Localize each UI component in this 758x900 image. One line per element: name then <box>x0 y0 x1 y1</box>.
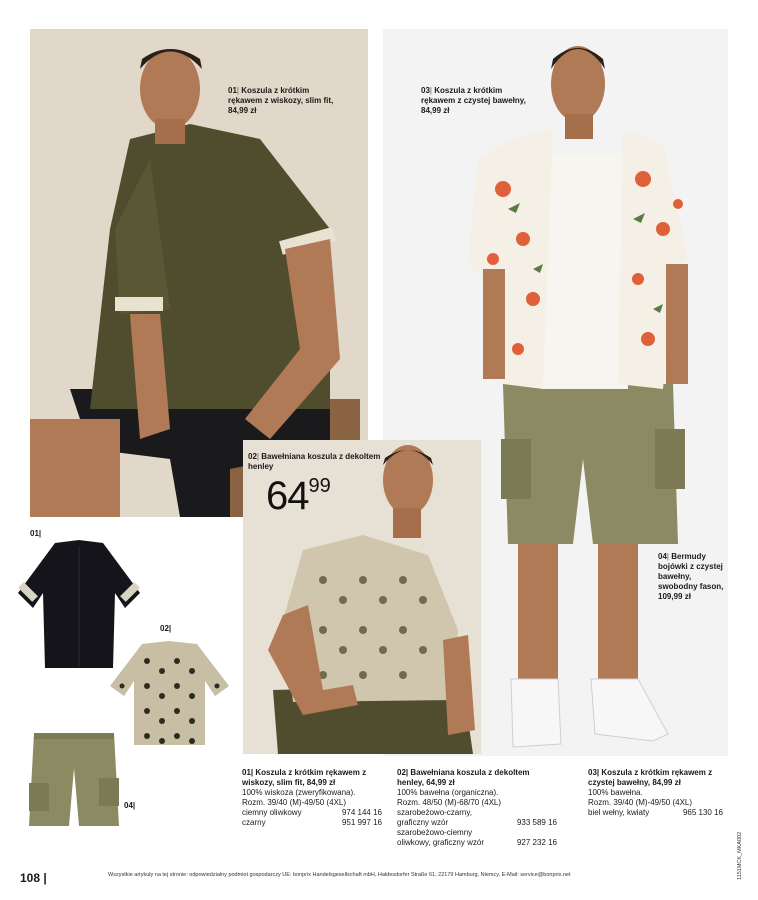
variant-code: 974 144 16 <box>341 808 382 817</box>
caption-01: 01| Koszula z krótkim rękawem z wiskozy, slim fit, 84,99 zł <box>228 86 334 115</box>
description-01-material: 100% wiskoza (zweryfikowana). <box>242 788 356 797</box>
caption-01-text: Koszula z krótkim rękawem z wiskozy, slim fit, 84,99 zł <box>228 86 334 115</box>
description-01-sizes: Rozm. 39/40 (M)-49/50 (4XL) <box>242 798 347 807</box>
variant-row <box>397 828 557 848</box>
product-henley-shirt <box>107 641 232 745</box>
caption-04-text: Bermudy bojówki z czystej bawełny, swobodny fason, 109,99 zł <box>658 552 724 601</box>
big-price-decimal: 99 <box>308 475 331 497</box>
product-label-01: 01| <box>30 529 42 538</box>
caption-02-num: 02 <box>248 452 257 461</box>
caption-03: 03| Koszula z krótkim rękawem z czystej bawełny, 84,99 zł <box>421 86 526 115</box>
legal-notice: Wszystkie artykuły na tej stronie: odpowiedzialny podmiot gospodarczy UE: bonprix Handelsgesellschaft mbH, Haldesdorfer Straße 61, 22179 Hamburg, Niemcy, E-Mail: service@bonprix.net <box>108 872 571 878</box>
description-01-num: 01 <box>242 768 251 777</box>
variant-row <box>588 808 723 818</box>
description-03-sizes: Rozm. 39/40 (M)-49/50 (4XL) <box>588 798 693 807</box>
description-02: 02| Bawełniana koszula z dekoltem henley, 64,99 zł 100% bawełna (organiczna). Rozm. 48/50 (M)-68/70 (4XL) szarobeżowo-czarny, graficzny wzór 933 589 16 szarobeżowo-ciemny oliwkowy, graficzny wzór 927 232 16 <box>397 768 557 847</box>
variant-name: ciemny oliwkowy <box>242 808 302 817</box>
variant-code: 951 997 16 <box>341 818 382 827</box>
caption-02-text: Bawełniana koszula z dekoltem henley <box>248 452 381 471</box>
page-number: 108 | <box>20 871 47 885</box>
description-02-num: 02 <box>397 768 406 777</box>
variant-code: 927 232 16 <box>516 838 557 847</box>
description-02-title: Bawełniana koszula z dekoltem henley, 64,99 zł <box>397 768 530 787</box>
description-01-title: Koszula z krótkim rękawem z wiskozy, slim fit, 84,99 zł <box>242 768 367 787</box>
variant-code: 933 589 16 <box>516 818 557 827</box>
variant-row <box>242 808 382 818</box>
big-price-integer: 64 <box>266 474 309 518</box>
product-label-02: 02| <box>160 624 172 633</box>
description-03-title: Koszula z krótkim rękawem z czystej bawełny, 84,99 zł <box>588 768 713 787</box>
description-02-sizes: Rozm. 48/50 (M)-68/70 (4XL) <box>397 798 502 807</box>
description-02-material: 100% bawełna (organiczna). <box>397 788 499 797</box>
description-03: 03| Koszula z krótkim rękawem z czystej bawełny, 84,99 zł 100% bawełna. Rozm. 39/40 (M)-49/50 (4XL) biel wełny, kwiaty 965 130 16 <box>588 768 723 817</box>
description-01: 01| Koszula z krótkim rękawem z wiskozy, slim fit, 84,99 zł 100% wiskoza (zweryfikowana). Rozm. 39/40 (M)-49/50 (4XL) ciemny oliwkowy 974 144 16 czarny 951 997 16 <box>242 768 382 827</box>
product-label-04: 04| <box>124 801 136 810</box>
description-03-num: 03 <box>588 768 597 777</box>
variant-code: 965 130 16 <box>682 808 723 817</box>
big-price <box>266 474 331 519</box>
caption-01-num: 01 <box>228 86 237 95</box>
caption-03-num: 03 <box>421 86 430 95</box>
variant-name: czarny <box>242 818 266 827</box>
variant-name: szarobeżowo-czarny, graficzny wzór <box>397 808 472 827</box>
variant-name: biel wełny, kwiaty <box>588 808 650 817</box>
variant-row <box>397 808 557 828</box>
caption-03-text: Koszula z krótkim rękawem z czystej bawełny, 84,99 zł <box>421 86 526 115</box>
caption-02: 02| Bawełniana koszula z dekoltem henley <box>248 452 381 471</box>
side-catalog-code: 1151MCK_MKA002 <box>737 831 743 880</box>
variant-row <box>242 818 382 828</box>
product-cargo-shorts <box>29 733 119 826</box>
caption-04: 04| Bermudy bojówki z czystej bawełny, swobodny fason, 109,99 zł <box>658 552 724 601</box>
variant-name: szarobeżowo-ciemny oliwkowy, graficzny wzór <box>397 828 484 847</box>
description-03-material: 100% bawełna. <box>588 788 643 797</box>
caption-04-num: 04 <box>658 552 667 561</box>
